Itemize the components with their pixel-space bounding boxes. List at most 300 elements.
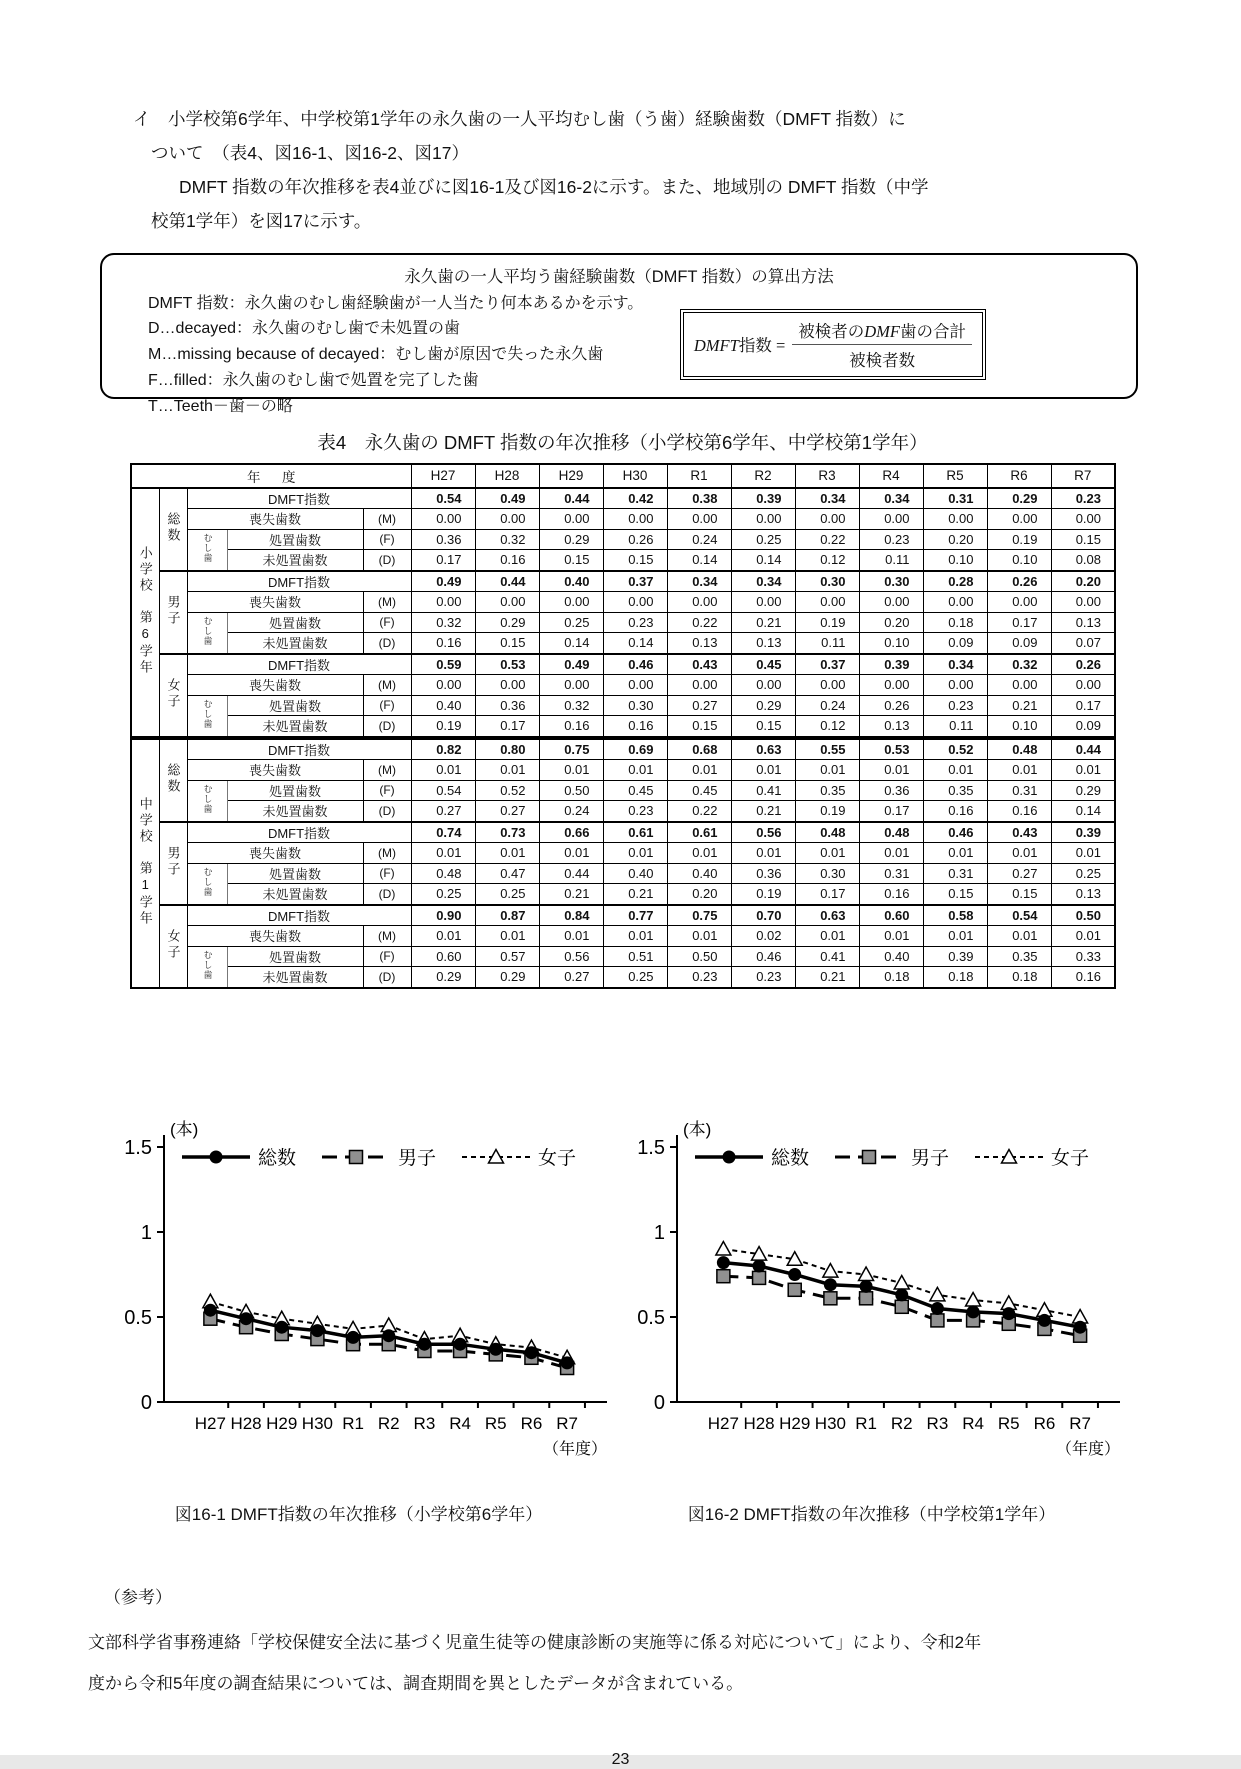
dmft-value-cell: 0.73: [475, 822, 539, 843]
circle-marker: [311, 1324, 324, 1337]
dmft-value-cell: 0.63: [795, 905, 859, 926]
untreated-value-cell: 0.14: [731, 550, 795, 571]
square-marker: [931, 1313, 944, 1326]
missing-value-cell: 0.00: [475, 675, 539, 696]
row-label-dmft: DMFT指数: [187, 905, 411, 926]
untreated-value-cell: 0.10: [987, 716, 1051, 738]
intro-line: 校第1学年）を図17に示す。: [151, 211, 372, 232]
group-label-cell: 女子: [159, 654, 187, 738]
missing-value-cell: 0.00: [859, 509, 923, 530]
missing-value-cell: 0.00: [987, 509, 1051, 530]
triangle-marker: [966, 1292, 981, 1306]
dmft-value-cell: 0.52: [923, 738, 987, 760]
untreated-value-cell: 0.15: [923, 884, 987, 905]
untreated-value-cell: 0.19: [731, 884, 795, 905]
method-box: [100, 253, 1138, 416]
year-header-cell: R6: [987, 464, 1051, 488]
missing-value-cell: 0.01: [539, 926, 603, 947]
missing-value-cell: 0.01: [731, 760, 795, 781]
note-body: [88, 1622, 1241, 1705]
missing-value-cell: 0.00: [1051, 509, 1115, 530]
year-header-cell: R7: [1051, 464, 1115, 488]
missing-value-cell: 0.01: [731, 843, 795, 864]
legend-label: 総数: [771, 1147, 810, 1169]
circle-marker: [860, 1279, 873, 1292]
missing-value-cell: 0.01: [539, 760, 603, 781]
missing-value-cell: 0.00: [987, 675, 1051, 696]
unit-label: (本): [683, 1119, 712, 1139]
legend: [182, 1147, 576, 1169]
circle-marker: [1038, 1313, 1051, 1326]
dmft-value-cell: 0.38: [667, 488, 731, 509]
year-header-cell: R5: [923, 464, 987, 488]
dmft-value-cell: 0.39: [859, 654, 923, 675]
formula-lhs: DMFT指数 =: [693, 336, 786, 355]
svg-text:R2: R2: [890, 1413, 913, 1433]
formula-numerator: 被検者のDMF歯の合計: [792, 318, 972, 345]
untreated-value-cell: 0.17: [795, 884, 859, 905]
dmft-value-cell: 0.50: [1051, 905, 1115, 926]
unit-label: (本): [170, 1119, 199, 1139]
filled-value-cell: 0.21: [731, 612, 795, 633]
row-code-untreated: (D): [363, 884, 411, 905]
table-corner-label: 年度: [131, 464, 411, 488]
dmft-value-cell: 0.48: [987, 738, 1051, 760]
svg-text:R1: R1: [342, 1413, 364, 1433]
row-label-dmft: DMFT指数: [187, 822, 411, 843]
missing-value-cell: 0.00: [475, 509, 539, 530]
formula-denominator: 被検者数: [849, 350, 916, 370]
row-code-missing: (M): [363, 926, 411, 947]
untreated-value-cell: 0.13: [731, 633, 795, 654]
dmft-value-cell: 0.74: [411, 822, 475, 843]
circle-marker: [967, 1305, 980, 1318]
method-definition-line: DMFT 指数：永久歯のむし歯経験歯が一人当たり何本あるかを示す。: [148, 294, 644, 312]
filled-value-cell: 0.29: [475, 612, 539, 633]
filled-value-cell: 0.54: [411, 780, 475, 801]
svg-text:R3: R3: [413, 1413, 436, 1433]
dmft-value-cell: 0.32: [987, 654, 1051, 675]
svg-text:0.5: 0.5: [637, 1306, 665, 1329]
mushiba-group-cell: むし歯: [187, 780, 227, 822]
intro-paragraph: [0, 0, 1241, 239]
untreated-value-cell: 0.17: [411, 550, 475, 571]
filled-value-cell: 0.21: [987, 695, 1051, 716]
row-code-missing: (M): [363, 509, 411, 530]
svg-text:R4: R4: [449, 1413, 471, 1433]
untreated-value-cell: 0.15: [603, 550, 667, 571]
missing-value-cell: 0.00: [731, 509, 795, 530]
circle-marker: [717, 1256, 730, 1269]
dmft-value-cell: 0.43: [987, 822, 1051, 843]
dmft-value-cell: 0.77: [603, 905, 667, 926]
year-header-cell: R4: [859, 464, 923, 488]
row-label-missing: 喪失歯数: [187, 760, 363, 781]
table-title: 表4 永久歯の DMFT 指数の年次推移（小学校第6学年、中学校第1学年）: [317, 431, 928, 453]
dmft-value-cell: 0.55: [795, 738, 859, 760]
square-marker: [863, 1150, 876, 1163]
svg-text:R6: R6: [1033, 1413, 1056, 1433]
untreated-value-cell: 0.15: [731, 716, 795, 738]
untreated-value-cell: 0.08: [1051, 550, 1115, 571]
filled-value-cell: 0.13: [1051, 612, 1115, 633]
untreated-value-cell: 0.18: [987, 967, 1051, 988]
dmft-value-cell: 0.53: [859, 738, 923, 760]
circle-marker: [382, 1329, 395, 1342]
svg-text:0.5: 0.5: [124, 1306, 152, 1329]
row-label-missing: 喪失歯数: [187, 592, 363, 613]
filled-value-cell: 0.23: [603, 612, 667, 633]
dmft-value-cell: 0.53: [475, 654, 539, 675]
x-axis-label: （年度）: [1055, 1440, 1120, 1458]
missing-value-cell: 0.01: [667, 760, 731, 781]
untreated-value-cell: 0.29: [411, 967, 475, 988]
circle-marker: [723, 1150, 736, 1163]
filled-value-cell: 0.35: [923, 780, 987, 801]
svg-text:R3: R3: [926, 1413, 949, 1433]
reference-note: [88, 1583, 1241, 1705]
year-header-cell: H29: [539, 464, 603, 488]
missing-value-cell: 0.01: [795, 843, 859, 864]
row-label-filled: 処置歯数: [227, 946, 363, 967]
dmft-value-cell: 0.75: [667, 905, 731, 926]
group-label-cell: 女子: [159, 905, 187, 988]
formula-fraction: [792, 318, 972, 371]
group-label-cell: 男子: [159, 822, 187, 905]
circle-marker: [1002, 1307, 1015, 1320]
row-label-dmft: DMFT指数: [187, 488, 411, 509]
missing-value-cell: 0.00: [539, 675, 603, 696]
svg-text:R7: R7: [1069, 1413, 1091, 1433]
row-code-filled: (F): [363, 863, 411, 884]
filled-value-cell: 0.31: [987, 780, 1051, 801]
untreated-value-cell: 0.16: [1051, 967, 1115, 988]
row-label-filled: 処置歯数: [227, 780, 363, 801]
filled-value-cell: 0.51: [603, 946, 667, 967]
missing-value-cell: 0.00: [539, 509, 603, 530]
filled-value-cell: 0.31: [923, 863, 987, 884]
filled-value-cell: 0.44: [539, 863, 603, 884]
triangle-marker: [716, 1241, 731, 1255]
filled-value-cell: 0.22: [667, 612, 731, 633]
mushiba-group-cell: むし歯: [187, 863, 227, 905]
dmft-line-chart-elementary: [106, 1117, 611, 1472]
dmft-value-cell: 0.70: [731, 905, 795, 926]
dmft-value-cell: 0.42: [603, 488, 667, 509]
missing-value-cell: 0.00: [475, 592, 539, 613]
svg-text:H27: H27: [194, 1413, 226, 1433]
missing-value-cell: 0.00: [603, 592, 667, 613]
missing-value-cell: 0.01: [859, 926, 923, 947]
untreated-value-cell: 0.21: [731, 801, 795, 822]
filled-value-cell: 0.22: [795, 529, 859, 550]
untreated-value-cell: 0.22: [667, 801, 731, 822]
untreated-value-cell: 0.19: [795, 801, 859, 822]
year-header-cell: R1: [667, 464, 731, 488]
dmft-value-cell: 0.48: [859, 822, 923, 843]
filled-value-cell: 0.30: [795, 863, 859, 884]
filled-value-cell: 0.29: [1051, 780, 1115, 801]
dmft-value-cell: 0.37: [795, 654, 859, 675]
missing-value-cell: 0.01: [475, 843, 539, 864]
svg-text:H29: H29: [266, 1413, 298, 1433]
mushiba-group-cell: むし歯: [187, 529, 227, 571]
dmft-value-cell: 0.34: [859, 488, 923, 509]
missing-value-cell: 0.00: [539, 592, 603, 613]
untreated-value-cell: 0.18: [859, 967, 923, 988]
filled-value-cell: 0.41: [795, 946, 859, 967]
missing-value-cell: 0.01: [411, 843, 475, 864]
triangle-marker: [823, 1263, 838, 1277]
dmft-value-cell: 0.49: [411, 571, 475, 592]
untreated-value-cell: 0.11: [795, 633, 859, 654]
svg-text:1: 1: [140, 1221, 152, 1244]
dmft-value-cell: 0.46: [923, 822, 987, 843]
x-axis-label: （年度）: [542, 1440, 607, 1458]
row-label-dmft: DMFT指数: [187, 571, 411, 592]
svg-text:1: 1: [653, 1221, 665, 1244]
filled-value-cell: 0.29: [731, 695, 795, 716]
circle-marker: [240, 1312, 253, 1325]
filled-value-cell: 0.40: [667, 863, 731, 884]
dmft-value-cell: 0.80: [475, 738, 539, 760]
untreated-value-cell: 0.19: [411, 716, 475, 738]
square-marker: [860, 1291, 873, 1304]
square-marker: [350, 1150, 363, 1163]
untreated-value-cell: 0.15: [539, 550, 603, 571]
untreated-value-cell: 0.16: [923, 801, 987, 822]
untreated-value-cell: 0.16: [987, 801, 1051, 822]
circle-marker: [489, 1342, 502, 1355]
filled-value-cell: 0.36: [475, 695, 539, 716]
missing-value-cell: 0.01: [859, 760, 923, 781]
dmft-value-cell: 0.30: [859, 571, 923, 592]
square-marker: [717, 1269, 730, 1282]
group-label-cell: 総数: [159, 738, 187, 822]
dmft-value-cell: 0.56: [731, 822, 795, 843]
figure-16-1-caption: 図16-1 DMFT指数の年次推移（小学校第6学年）: [174, 1504, 543, 1524]
filled-value-cell: 0.32: [539, 695, 603, 716]
untreated-value-cell: 0.09: [987, 633, 1051, 654]
row-label-untreated: 未処置歯数: [227, 801, 363, 822]
filled-value-cell: 0.40: [411, 695, 475, 716]
square-marker: [788, 1283, 801, 1296]
untreated-value-cell: 0.21: [603, 884, 667, 905]
dmft-value-cell: 0.63: [731, 738, 795, 760]
missing-value-cell: 0.00: [667, 675, 731, 696]
untreated-value-cell: 0.25: [411, 884, 475, 905]
svg-text:1.5: 1.5: [124, 1136, 152, 1159]
filled-value-cell: 0.20: [859, 612, 923, 633]
figure-16-2: [619, 1117, 1124, 1525]
untreated-value-cell: 0.10: [987, 550, 1051, 571]
untreated-value-cell: 0.15: [667, 716, 731, 738]
dmft-value-cell: 0.31: [923, 488, 987, 509]
svg-text:H28: H28: [743, 1413, 775, 1433]
missing-value-cell: 0.01: [987, 843, 1051, 864]
dmft-line-chart-junior-high: [619, 1117, 1124, 1472]
missing-value-cell: 0.00: [411, 509, 475, 530]
school-label-cell: 小学校 第6学年: [131, 488, 159, 738]
dmft-value-cell: 0.48: [795, 822, 859, 843]
row-code-untreated: (D): [363, 550, 411, 571]
filled-value-cell: 0.26: [603, 529, 667, 550]
svg-text:R2: R2: [377, 1413, 400, 1433]
row-code-untreated: (D): [363, 801, 411, 822]
dmft-value-cell: 0.60: [859, 905, 923, 926]
untreated-value-cell: 0.15: [987, 884, 1051, 905]
page-number: 23: [611, 1750, 630, 1768]
untreated-value-cell: 0.09: [1051, 716, 1115, 738]
dmft-value-cell: 0.23: [1051, 488, 1115, 509]
missing-value-cell: 0.01: [859, 843, 923, 864]
filled-value-cell: 0.27: [667, 695, 731, 716]
circle-marker: [1074, 1320, 1087, 1333]
dmft-yearly-table: [130, 463, 1116, 989]
charts-row: [106, 1117, 1241, 1525]
year-header-cell: R3: [795, 464, 859, 488]
missing-value-cell: 0.00: [731, 592, 795, 613]
row-label-untreated: 未処置歯数: [227, 884, 363, 905]
filled-value-cell: 0.36: [411, 529, 475, 550]
untreated-value-cell: 0.15: [475, 633, 539, 654]
row-code-filled: (F): [363, 695, 411, 716]
circle-marker: [454, 1337, 467, 1350]
filled-value-cell: 0.41: [731, 780, 795, 801]
filled-value-cell: 0.19: [795, 612, 859, 633]
note-line: 文部科学省事務連絡「学校保健安全法に基づく児童生徒等の健康診断の実施等に係る対応について」により、令和2年: [88, 1632, 982, 1652]
dmft-value-cell: 0.43: [667, 654, 731, 675]
method-definition-line: M…missing because of decayed：むし歯が原因で失った永久歯: [148, 346, 604, 364]
svg-text:R4: R4: [962, 1413, 984, 1433]
missing-value-cell: 0.01: [411, 760, 475, 781]
dmft-value-cell: 0.66: [539, 822, 603, 843]
untreated-value-cell: 0.16: [603, 716, 667, 738]
row-label-untreated: 未処置歯数: [227, 967, 363, 988]
untreated-value-cell: 0.14: [539, 633, 603, 654]
missing-value-cell: 0.00: [1051, 592, 1115, 613]
year-header-cell: H27: [411, 464, 475, 488]
untreated-value-cell: 0.20: [667, 884, 731, 905]
square-marker: [895, 1300, 908, 1313]
untreated-value-cell: 0.07: [1051, 633, 1115, 654]
legend-label: 男子: [911, 1147, 950, 1169]
missing-value-cell: 0.01: [667, 926, 731, 947]
dmft-formula: [683, 312, 983, 377]
year-header-cell: H28: [475, 464, 539, 488]
missing-value-cell: 0.00: [923, 675, 987, 696]
row-code-untreated: (D): [363, 716, 411, 738]
svg-text:1.5: 1.5: [637, 1136, 665, 1159]
untreated-value-cell: 0.10: [923, 550, 987, 571]
row-code-missing: (M): [363, 675, 411, 696]
row-label-untreated: 未処置歯数: [227, 716, 363, 738]
untreated-value-cell: 0.14: [1051, 801, 1115, 822]
filled-value-cell: 0.40: [603, 863, 667, 884]
filled-value-cell: 0.35: [795, 780, 859, 801]
dmft-value-cell: 0.90: [411, 905, 475, 926]
dmft-value-cell: 0.34: [923, 654, 987, 675]
method-definition-line: F…filled：永久歯のむし歯で処置を完了した歯: [148, 372, 479, 390]
circle-marker: [895, 1288, 908, 1301]
filled-value-cell: 0.29: [539, 529, 603, 550]
untreated-value-cell: 0.29: [475, 967, 539, 988]
axes: [124, 1120, 607, 1458]
method-box-title: 永久歯の一人平均う歯経験歯数（DMFT 指数）の算出方法: [404, 267, 834, 286]
series-circle: [204, 1303, 574, 1369]
svg-text:R5: R5: [997, 1413, 1020, 1433]
dmft-value-cell: 0.46: [603, 654, 667, 675]
filled-value-cell: 0.47: [475, 863, 539, 884]
filled-value-cell: 0.50: [667, 946, 731, 967]
filled-value-cell: 0.60: [411, 946, 475, 967]
filled-value-cell: 0.31: [859, 863, 923, 884]
untreated-value-cell: 0.16: [539, 716, 603, 738]
missing-value-cell: 0.00: [923, 509, 987, 530]
missing-value-cell: 0.01: [795, 760, 859, 781]
filled-value-cell: 0.26: [859, 695, 923, 716]
missing-value-cell: 0.00: [411, 675, 475, 696]
missing-value-cell: 0.01: [923, 760, 987, 781]
svg-text:0: 0: [140, 1391, 152, 1414]
dmft-formula-box: [680, 309, 986, 380]
missing-value-cell: 0.01: [923, 843, 987, 864]
filled-value-cell: 0.25: [539, 612, 603, 633]
method-definition-line: D…decayed：永久歯のむし歯で未処置の歯: [148, 320, 461, 338]
filled-value-cell: 0.32: [411, 612, 475, 633]
dmft-value-cell: 0.44: [539, 488, 603, 509]
untreated-value-cell: 0.27: [411, 801, 475, 822]
line-chart-svg: [619, 1117, 1124, 1467]
legend-label: 女子: [538, 1147, 577, 1169]
untreated-value-cell: 0.11: [859, 550, 923, 571]
missing-value-cell: 0.01: [1051, 926, 1115, 947]
dmft-value-cell: 0.69: [603, 738, 667, 760]
untreated-value-cell: 0.13: [859, 716, 923, 738]
row-label-missing: 喪失歯数: [187, 509, 363, 530]
dmft-value-cell: 0.44: [475, 571, 539, 592]
filled-value-cell: 0.15: [1051, 529, 1115, 550]
row-label-filled: 処置歯数: [227, 863, 363, 884]
filled-value-cell: 0.56: [539, 946, 603, 967]
missing-value-cell: 0.00: [411, 592, 475, 613]
svg-text:H30: H30: [301, 1413, 333, 1433]
circle-marker: [418, 1337, 431, 1350]
untreated-value-cell: 0.27: [539, 967, 603, 988]
dmft-value-cell: 0.30: [795, 571, 859, 592]
dmft-value-cell: 0.39: [731, 488, 795, 509]
row-label-missing: 喪失歯数: [187, 675, 363, 696]
dmft-value-cell: 0.44: [1051, 738, 1115, 760]
missing-value-cell: 0.00: [667, 592, 731, 613]
missing-value-cell: 0.00: [859, 675, 923, 696]
triangle-marker: [930, 1287, 945, 1301]
missing-value-cell: 0.00: [731, 675, 795, 696]
missing-value-cell: 0.01: [1051, 760, 1115, 781]
circle-marker: [931, 1302, 944, 1315]
svg-text:H29: H29: [779, 1413, 811, 1433]
filled-value-cell: 0.20: [923, 529, 987, 550]
row-label-dmft: DMFT指数: [187, 654, 411, 675]
untreated-value-cell: 0.18: [923, 967, 987, 988]
untreated-value-cell: 0.16: [411, 633, 475, 654]
filled-value-cell: 0.25: [1051, 863, 1115, 884]
triangle-marker: [894, 1275, 909, 1289]
missing-value-cell: 0.01: [987, 760, 1051, 781]
filled-value-cell: 0.40: [859, 946, 923, 967]
dmft-value-cell: 0.61: [667, 822, 731, 843]
untreated-value-cell: 0.13: [667, 633, 731, 654]
